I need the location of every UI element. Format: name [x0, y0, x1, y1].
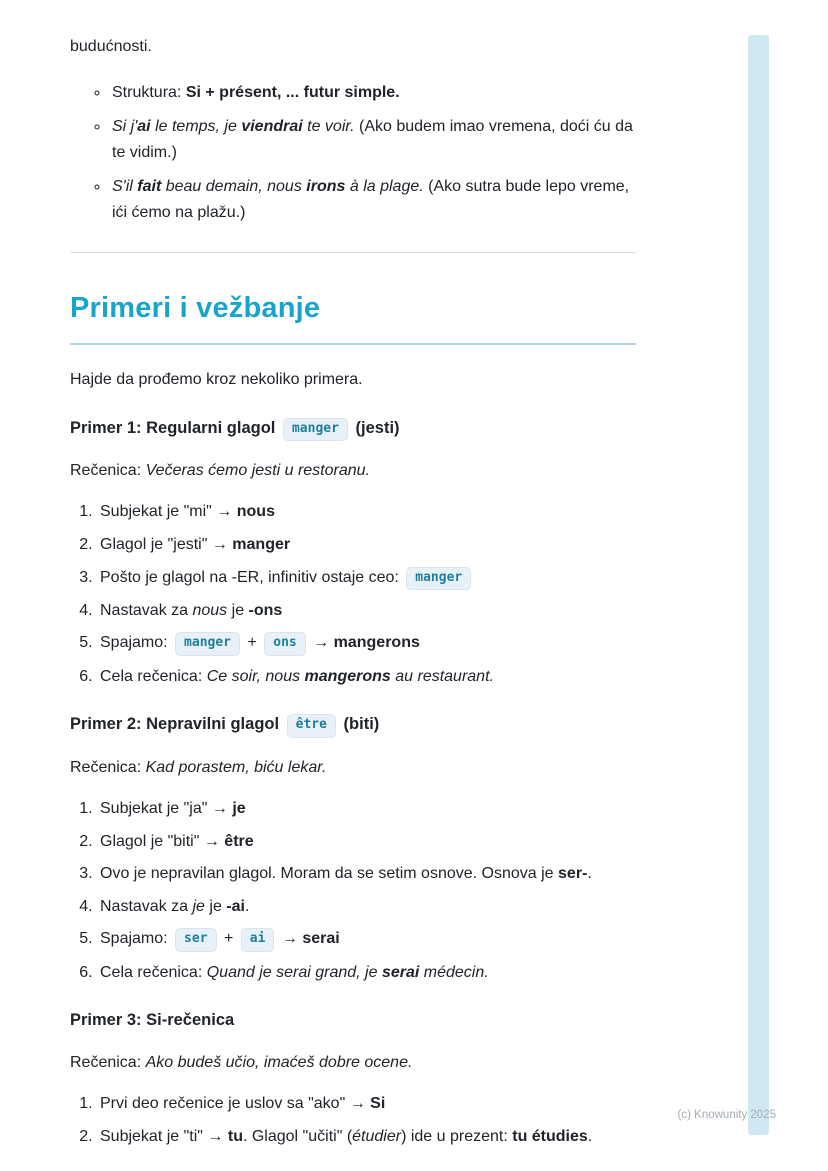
- inline-code-chip: ons: [264, 632, 305, 655]
- text-segment: je: [204, 897, 227, 915]
- text-segment: Spajamo:: [100, 930, 173, 948]
- text-segment: Primer 2: Nepravilni glagol: [70, 715, 284, 734]
- text-segment: Nastavak za: [100, 601, 193, 619]
- example-2-heading: [70, 711, 636, 738]
- scrollbar-track[interactable]: [748, 35, 769, 1135]
- text-segment: .: [244, 897, 250, 915]
- section-lead: Hajde da prođemo kroz nekoliko primera.: [70, 370, 363, 388]
- example-1-sentence: [70, 458, 636, 484]
- text-segment: +: [243, 634, 262, 652]
- list-item: [110, 80, 636, 106]
- text-segment: →: [308, 634, 334, 652]
- section-title: Primeri i vežbanje: [70, 285, 636, 345]
- example-3-heading: [70, 1007, 636, 1033]
- step-item: [97, 960, 636, 986]
- text-segment: Cela rečenica:: [100, 963, 207, 981]
- inline-code-chip: ai: [241, 928, 275, 951]
- document-body: [70, 34, 636, 1170]
- text-segment: -ai: [226, 897, 245, 915]
- text-segment: tu: [227, 1127, 243, 1145]
- text-segment: mangerons: [333, 634, 420, 652]
- text-segment: étudier: [352, 1127, 402, 1145]
- text-segment: Kad porastem, biću lekar.: [145, 758, 327, 776]
- example-3-steps: [70, 1091, 636, 1149]
- text-segment: Večeras ćemo jesti u restoranu.: [145, 461, 370, 479]
- step-item: [97, 565, 636, 591]
- text-segment: mangerons: [304, 667, 391, 685]
- text-segment: (biti): [338, 715, 380, 734]
- text-segment: .: [587, 865, 592, 883]
- text-segment: +: [219, 930, 238, 948]
- step-item: [97, 926, 636, 952]
- text-segment: ) ide u prezent:: [401, 1127, 513, 1145]
- text-segment: →: [277, 930, 303, 948]
- step-item: [97, 499, 636, 525]
- text-segment: . Glagol "učiti" (: [242, 1127, 353, 1145]
- text-segment: Ovo je nepravilan glagol. Moram da se setim osnove. Osnova je: [100, 865, 559, 883]
- text-segment: te voir.: [302, 118, 355, 136]
- copyright-note: (c) Knowunity 2025: [677, 1109, 776, 1121]
- text-segment: (jesti): [350, 418, 400, 437]
- text-segment: Si: [370, 1095, 386, 1113]
- text-segment: nous: [236, 503, 275, 521]
- text-segment: ai: [137, 118, 151, 136]
- text-segment: Glagol je "biti" →: [100, 832, 225, 850]
- step-item: [97, 894, 636, 920]
- example-1-steps: [70, 499, 636, 689]
- text-segment: .: [587, 1127, 593, 1145]
- text-segment: serai: [381, 963, 420, 981]
- text-segment: à la plage.: [345, 178, 424, 196]
- step-item: [97, 796, 636, 822]
- step-item: [97, 532, 636, 558]
- text-segment: Pošto je glagol na -ER, infinitiv ostaje ceo:: [100, 568, 404, 586]
- text-segment: Quand je serai grand, je: [206, 963, 382, 981]
- text-segment: Spajamo:: [100, 634, 173, 652]
- list-item: [110, 174, 636, 225]
- step-item: [97, 1124, 636, 1150]
- paragraph-overflow: budućnosti.: [70, 38, 152, 55]
- text-segment: serai: [302, 930, 340, 948]
- step-item: [97, 1091, 636, 1117]
- text-segment: le temps, je: [150, 118, 242, 136]
- text-segment: fait: [137, 178, 162, 196]
- section-divider: [70, 252, 636, 253]
- text-segment: (Ako budem imao vremena, doći ću da te vidim.): [112, 118, 633, 161]
- text-segment: Ako budeš učio, imaćeš dobre ocene.: [145, 1053, 413, 1071]
- text-segment: Primer 1: Regularni glagol: [70, 418, 280, 437]
- text-segment: manger: [232, 535, 291, 553]
- text-segment: Cela rečenica:: [100, 667, 207, 685]
- text-segment: Ce soir, nous: [206, 667, 305, 685]
- text-segment: (Ako sutra bude lepo vreme, ići ćemo na plažu.): [112, 178, 630, 221]
- text-segment: Si j': [112, 118, 138, 136]
- list-item: [110, 114, 636, 165]
- text-segment: viendrai: [241, 118, 303, 136]
- inline-code-chip: manger: [283, 418, 348, 441]
- step-item: [97, 598, 636, 624]
- step-item: [97, 630, 636, 656]
- inline-code-chip: manger: [406, 567, 471, 590]
- text-segment: Subjekat je "ti" →: [100, 1127, 228, 1145]
- text-segment: irons: [306, 178, 346, 196]
- text-segment: Prvi deo rečenice je uslov sa "ako" →: [100, 1095, 371, 1113]
- text-segment: je: [232, 800, 246, 818]
- text-segment: S'il: [112, 178, 138, 196]
- text-segment: Nastavak za: [100, 897, 193, 915]
- example-3-sentence: [70, 1050, 636, 1076]
- text-segment: être: [224, 832, 254, 850]
- inline-code-chip: manger: [175, 632, 240, 655]
- text-segment: nous: [192, 601, 228, 619]
- inline-code-chip: être: [287, 714, 336, 737]
- text-segment: Struktura:: [112, 83, 186, 101]
- example-1-heading: [70, 415, 636, 442]
- text-segment: beau demain, nous: [161, 178, 307, 196]
- text-segment: Subjekat je "mi" →: [100, 503, 237, 521]
- step-item: [97, 829, 636, 855]
- text-segment: ser-: [558, 865, 588, 883]
- text-segment: je: [227, 601, 249, 619]
- text-segment: Subjekat je "ja" →: [100, 800, 233, 818]
- text-segment: au restaurant.: [390, 667, 494, 685]
- example-2-sentence: [70, 755, 636, 781]
- text-segment: médecin.: [419, 963, 489, 981]
- text-segment: Rečenica:: [70, 461, 146, 479]
- step-item: [97, 664, 636, 690]
- text-segment: Si + présent, ... futur simple.: [185, 83, 400, 101]
- text-segment: Rečenica:: [70, 1053, 146, 1071]
- step-item: [97, 861, 636, 887]
- text-segment: tu étudies: [512, 1127, 588, 1145]
- example-2-steps: [70, 796, 636, 985]
- text-segment: Primer 3: Si-rečenica: [70, 1011, 235, 1030]
- text-segment: je: [192, 897, 205, 915]
- text-segment: Glagol je "jesti" →: [100, 535, 233, 553]
- text-segment: Rečenica:: [70, 758, 146, 776]
- bullet-list: [70, 80, 636, 226]
- text-segment: -ons: [248, 601, 283, 619]
- inline-code-chip: ser: [175, 928, 216, 951]
